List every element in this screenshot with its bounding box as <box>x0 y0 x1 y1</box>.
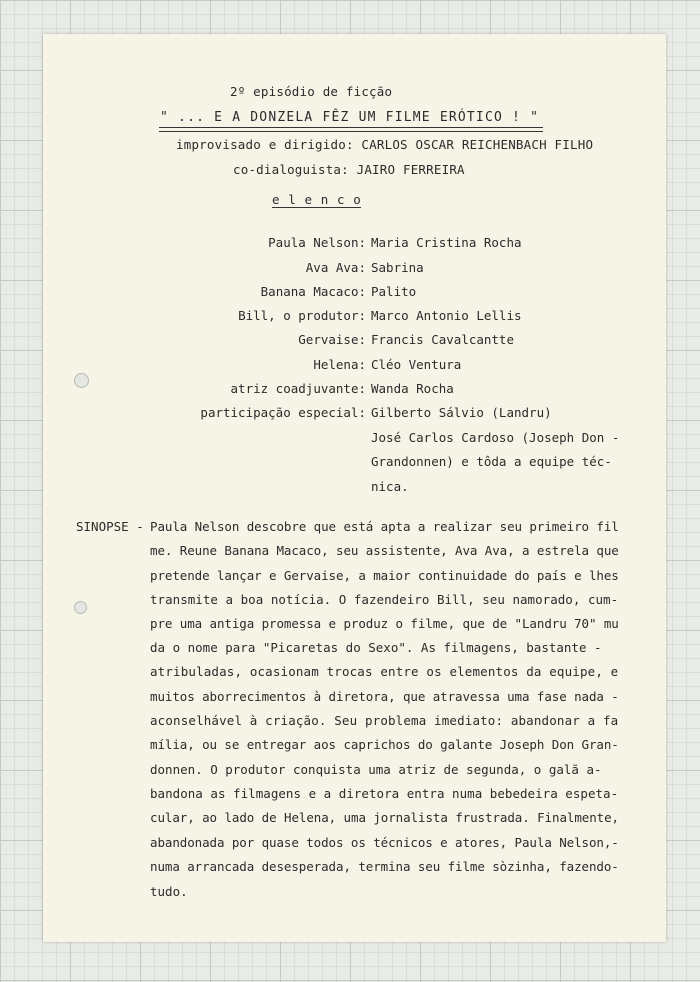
punch-hole <box>74 601 87 614</box>
cast-actor: Wanda Rocha <box>371 381 454 396</box>
cast-extra-line: Grandonnen) e tôda a equipe téc- <box>371 454 612 469</box>
title-underline <box>159 127 543 128</box>
cast-actor: Cléo Ventura <box>371 357 462 372</box>
synopsis-line: pretende lançar e Gervaise, a maior continuidade do país e lhes <box>150 568 619 583</box>
synopsis-line: bandona as filmagens e a diretora entra numa bebedeira espeta- <box>150 786 619 801</box>
cast-role: atriz coadjuvante: <box>230 381 366 396</box>
episode-line: 2º episódio de ficção <box>230 84 393 99</box>
synopsis-line: tudo. <box>150 884 188 899</box>
codialog-credit: co-dialoguista: JAIRO FERREIRA <box>233 162 465 177</box>
synopsis-line: pre uma antiga promessa e produz o filme, que de "Landru 70" mu <box>150 616 619 631</box>
cast-actor: Palito <box>371 284 417 299</box>
cast-extra-line: José Carlos Cardoso (Joseph Don - <box>371 430 620 445</box>
synopsis-line: transmite a boa notícia. O fazendeiro Bill, seu namorado, cum- <box>150 592 619 607</box>
cast-actor: Maria Cristina Rocha <box>371 235 522 250</box>
synopsis-line: muitos aborrecimentos à diretora, que atravessa uma fase nada - <box>150 689 619 704</box>
film-title: " ... E A DONZELA FÊZ UM FILME ERÓTICO ! " <box>160 110 540 125</box>
synopsis-line: Paula Nelson descobre que está apta a realizar seu primeiro fil <box>150 519 619 534</box>
synopsis-line: mília, ou se entregar aos caprichos do galante Joseph Don Gran- <box>150 737 619 752</box>
synopsis-label: SINOPSE - <box>76 519 144 534</box>
cast-role: Paula Nelson: <box>268 235 366 250</box>
synopsis-line: atribuladas, ocasionam trocas entre os elementos da equipe, e <box>150 664 619 679</box>
document-sheet <box>43 34 666 942</box>
cast-actor: Sabrina <box>371 260 424 275</box>
cast-role: Banana Macaco: <box>260 284 366 299</box>
cast-actor: Francis Cavalcantte <box>371 332 514 347</box>
cast-heading: e l e n c o <box>272 192 362 207</box>
synopsis-line: cular, ao lado de Helena, uma jornalista frustrada. Finalmente, <box>150 810 619 825</box>
title-underline <box>159 131 543 132</box>
synopsis-line: aconselhável à criação. Seu problema imediato: abandonar a fa <box>150 713 619 728</box>
cast-extra-line: nica. <box>371 479 409 494</box>
cast-role: Gervaise: <box>298 332 366 347</box>
director-credit: improvisado e dirigido: CARLOS OSCAR REICHENBACH FILHO <box>176 137 594 152</box>
synopsis-line: donnen. O produtor conquista uma atriz de segunda, o galã a- <box>150 762 602 777</box>
synopsis-line: me. Reune Banana Macaco, seu assistente, Ava Ava, a estrela que <box>150 543 619 558</box>
cast-role: Bill, o produtor: <box>238 308 366 323</box>
cast-role: participação especial: <box>200 405 366 420</box>
punch-hole <box>74 373 89 388</box>
cast-role: Helena: <box>313 357 366 372</box>
synopsis-line: abandonada por quase todos os técnicos e atores, Paula Nelson,- <box>150 835 619 850</box>
synopsis-line: da o nome para "Picaretas do Sexo". As filmagens, bastante - <box>150 640 602 655</box>
synopsis-line: numa arrancada desesperada, termina seu filme sòzinha, fazendo- <box>150 859 619 874</box>
cast-actor: Gilberto Sálvio (Landru) <box>371 405 552 420</box>
cast-role: Ava Ava: <box>305 260 366 275</box>
cast-actor: Marco Antonio Lellis <box>371 308 522 323</box>
